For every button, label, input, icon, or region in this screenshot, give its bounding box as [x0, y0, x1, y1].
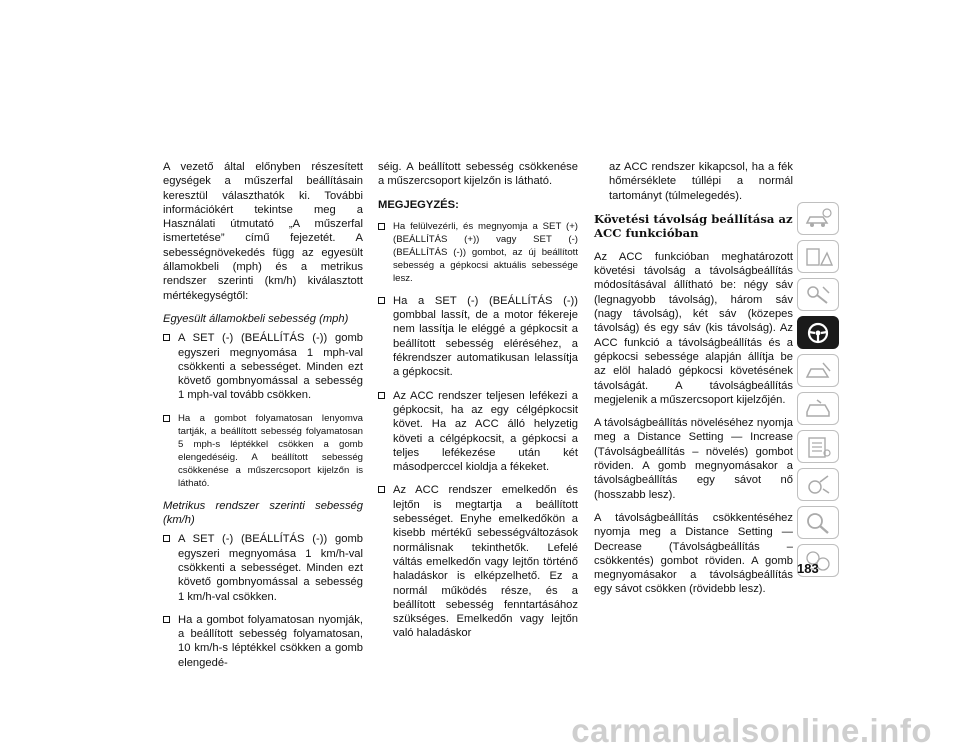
watermark-text: carmanualsonline.info	[571, 712, 932, 749]
note-item	[378, 220, 578, 285]
checkbox-bullet-icon	[163, 616, 170, 623]
section-heading: Követési távolság beállítása az ACC funkcióban	[594, 211, 793, 241]
checklist-icon	[803, 435, 833, 459]
tools-icon	[803, 473, 833, 497]
tab-tools[interactable]	[797, 468, 839, 501]
checkbox-bullet-icon	[378, 486, 385, 493]
car-service-icon	[803, 397, 833, 421]
warning-lights-icon	[803, 245, 833, 269]
bullet-item	[163, 613, 363, 670]
magnifier-icon	[803, 511, 833, 535]
body-paragraph: A távolságbeállítás csökkentéséhez nyomja meg a Distance Setting — Decrease (Távolságbeállítás – csökkentés) gombot röviden. A gomb megnyomásakor a távolságbeállítás egy sávot csökken (rövidebb lesz).	[594, 511, 793, 596]
checkbox-bullet-icon	[163, 535, 170, 542]
subheading-kmh: Metrikus rendszer szerinti sebesség (km/h)	[163, 499, 363, 527]
page-number: 183	[797, 561, 819, 576]
key-lock-icon	[803, 283, 833, 307]
chapter-tabs	[797, 202, 841, 582]
checkbox-bullet-icon	[378, 392, 385, 399]
tab-warning-lights[interactable]	[797, 240, 839, 273]
continued-paragraph: séig. A beállított sebesség csökkenése a műszercsoport kijelzőn is látható.	[378, 161, 578, 188]
note-text: Ha felülvezérli, és megnyomja a SET (+) (BEÁLLÍTÁS (+)) vagy SET (-) (BEÁLLÍTÁS (-)) gombot, az új beállított sebesség a gépkocsi aktuális sebessége lesz.	[393, 220, 578, 284]
column-3	[594, 160, 793, 606]
bullet-text: A SET (-) (BEÁLLÍTÁS (-)) gomb egyszeri megnyomása 1 mph-val csökkenti a sebességet. Minden ezt követő gombnyomással a sebesség 1 mph-val tovább csökken.	[178, 332, 363, 402]
tab-car-info[interactable]	[797, 202, 839, 235]
note-item	[378, 483, 578, 640]
tab-car-road[interactable]	[797, 354, 839, 387]
body-paragraph: Az ACC funkcióban meghatározott követési távolság a távolságbeállítás módosításával állítható be: négy sáv (legnagyobb távolság), három sáv (nagy távolság), két sáv (közepes távolság) és egy sáv (kis távolság). Az ACC funkció a távolságbeállítás és a gépkocsi sebessége alapján állítja be az elöl haladó gépkocsi követésének távolságát. A távolságbeállítás megjelenik a műszercsoport kijelzőjén.	[594, 250, 793, 406]
tab-checklist[interactable]	[797, 430, 839, 463]
tab-car-service[interactable]	[797, 392, 839, 425]
note-text: Ha a SET (-) (BEÁLLÍTÁS (-)) gombbal lassít, de a motor fékereje nem lassítja le eléggé a gépkocsit a beállított sebesség eléréséhez, a fékrendszer automatikusan lelassítja a gépkocsit.	[393, 294, 578, 379]
column-1	[163, 160, 363, 679]
note-item	[378, 389, 578, 475]
subheading-mph: Egyesült államokbeli sebesség (mph)	[163, 312, 349, 325]
checkbox-bullet-icon	[378, 297, 385, 304]
body-paragraph: A távolságbeállítás növeléséhez nyomja meg a Distance Setting — Increase (Távolságbeállítás – növelés) gombot röviden. A gomb megnyomásakor a távolságbeállítás egy sávot nő (hosszabb lesz).	[594, 417, 793, 501]
bullet-item	[163, 412, 363, 490]
tab-steering-wheel[interactable]	[797, 316, 839, 349]
note-text: Az ACC rendszer teljesen lefékezi a gépkocsit, ha az egy célgépkocsit követ. Ha az ACC álló helyzetig követi a célgépkocsit, a gépkocsi a teljes lefékezése után két másodperccel kioldja a fékeket.	[393, 389, 578, 474]
car-road-icon	[803, 359, 833, 383]
note-text: Az ACC rendszer emelkedőn és lejtőn is megtartja a beállított sebességet. Enyhe emelkedőkön a kisebb mértékű sebességváltozások normálisnak tekinthetők. Lefelé váltás emelkedőn vagy lejtőn történő haladáskor is elképzelhető. Ez a normál működés része, és a beállított sebesség fenntartásához szükséges. Emelkedőn vagy lejtőn való haladáskor	[393, 484, 578, 640]
column-2	[378, 160, 578, 650]
car-info-icon	[803, 207, 833, 231]
bullet-item	[163, 331, 363, 402]
tab-key-lock[interactable]	[797, 278, 839, 311]
bullet-text: A SET (-) (BEÁLLÍTÁS (-)) gomb egyszeri megnyomása 1 km/h-val csökkenti a sebességet. Minden ezt követő gombnyomással a sebesség 1 km/h-val csökken.	[178, 533, 363, 603]
bullet-item	[163, 532, 363, 603]
steering-wheel-icon	[803, 321, 833, 345]
bullet-text: Ha a gombot folyamatosan lenyomva tartják, a beállított sebesség folyamatosan 5 mph-s léptékkel csökken a gomb elengedéséig. A beállított sebesség csökkenése a műszercsoport kijelzőn is látható.	[178, 412, 363, 489]
tab-magnifier[interactable]	[797, 506, 839, 539]
note-title: MEGJEGYZÉS:	[378, 198, 459, 211]
bullet-text: Ha a gombot folyamatosan nyomják, a beállított sebesség folyamatosan, 10 km/h-s léptékkel csökken a gomb elengedé-	[178, 613, 363, 669]
continued-paragraph: az ACC rendszer kikapcsol, ha a fék hőmérséklete túllépi a normál tartományt (túlmelegedés).	[609, 161, 793, 202]
note-item	[378, 294, 578, 380]
intro-paragraph: A vezető által előnyben részesített egységek a műszerfal beállításain keresztül választhatók ki. További információkért tekintse meg a Használati útmutató „A műszerfal ismertetése” című fejezetét. A sebességnövekedés függ az egyesült államokbeli (mph) és a metrikus rendszer szerinti (km/h) kiválasztott mértékegységtől:	[163, 161, 363, 302]
checkbox-bullet-icon	[163, 334, 170, 341]
checkbox-bullet-icon	[163, 415, 170, 422]
checkbox-bullet-icon	[378, 223, 385, 230]
